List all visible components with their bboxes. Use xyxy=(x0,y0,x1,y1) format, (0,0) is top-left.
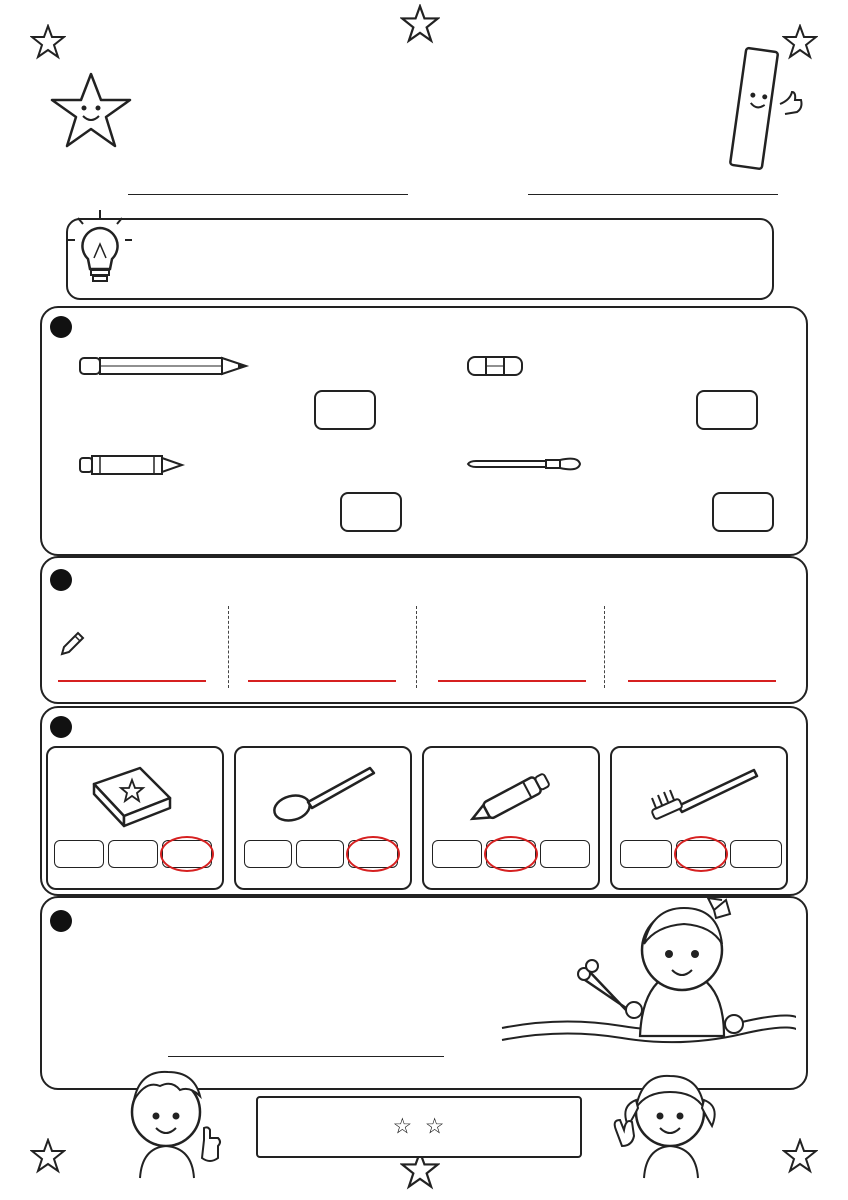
option-b2[interactable] xyxy=(296,840,344,868)
answer-box-a[interactable] xyxy=(314,390,376,430)
answer-box-d[interactable] xyxy=(712,492,774,532)
lightbulb-icon xyxy=(58,206,142,292)
draw-line-d[interactable] xyxy=(628,680,776,682)
section1-number xyxy=(50,316,72,338)
footer-banner xyxy=(256,1096,582,1158)
smiling-star-icon xyxy=(48,70,134,150)
selection-circle xyxy=(484,836,538,872)
draw-line-b[interactable] xyxy=(248,680,396,682)
tip-box xyxy=(66,218,774,300)
column-divider xyxy=(416,606,417,688)
toothbrush-icon xyxy=(648,766,760,824)
selection-circle xyxy=(674,836,728,872)
pencil-icon xyxy=(56,630,86,660)
section2-number xyxy=(50,569,72,591)
eraser-icon xyxy=(466,354,526,378)
girl-waving-illustration xyxy=(606,1066,728,1180)
ruler-c xyxy=(72,482,336,530)
paintbrush-icon xyxy=(464,452,584,476)
section3-number xyxy=(50,716,72,738)
star-icon xyxy=(30,24,66,60)
option-c3[interactable] xyxy=(540,840,590,868)
answer-field[interactable] xyxy=(168,1056,444,1057)
option-a1[interactable] xyxy=(54,840,104,868)
option-d3[interactable] xyxy=(730,840,782,868)
column-divider xyxy=(228,606,229,688)
pencil-icon xyxy=(78,354,254,378)
option-b1[interactable] xyxy=(244,840,292,868)
spoon-icon xyxy=(270,764,380,824)
selection-circle xyxy=(346,836,400,872)
book-icon xyxy=(86,764,176,832)
column-divider xyxy=(604,606,605,688)
marker-icon xyxy=(460,770,560,830)
star-icon xyxy=(30,1138,66,1174)
star-icon: ☆ xyxy=(424,1114,446,1140)
star-icon: ☆ xyxy=(392,1114,414,1140)
option-a2[interactable] xyxy=(108,840,158,868)
draw-line-a[interactable] xyxy=(58,680,206,682)
date-field[interactable] xyxy=(528,194,778,195)
selection-circle xyxy=(160,836,214,872)
answer-box-b[interactable] xyxy=(696,390,758,430)
name-field[interactable] xyxy=(128,194,408,195)
crayon-icon xyxy=(78,452,186,478)
option-d1[interactable] xyxy=(620,840,672,868)
ruler-d xyxy=(458,482,706,530)
ruler-mascot-icon xyxy=(718,44,808,174)
ruler-a xyxy=(72,382,304,430)
ruler-b xyxy=(458,382,686,430)
girl-cutting-ribbon-illustration xyxy=(496,896,796,1076)
option-c1[interactable] xyxy=(432,840,482,868)
draw-line-c[interactable] xyxy=(438,680,586,682)
answer-box-c[interactable] xyxy=(340,492,402,532)
boy-thumbs-up-illustration xyxy=(116,1066,228,1180)
section4-number xyxy=(50,910,72,932)
star-icon xyxy=(400,4,440,44)
star-icon xyxy=(782,1138,818,1174)
